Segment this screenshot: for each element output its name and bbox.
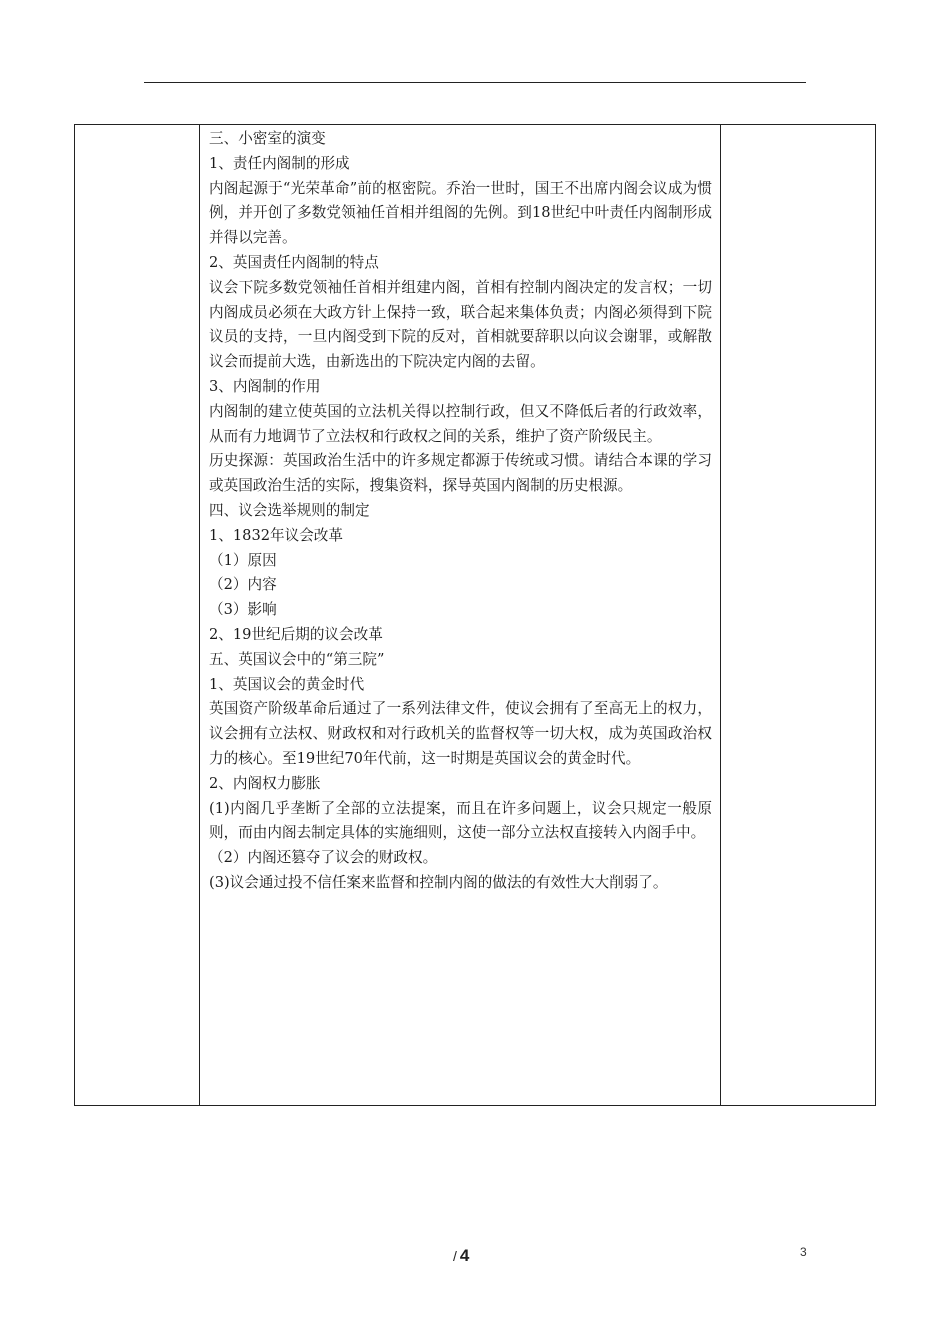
paragraph: 历史探源：英国政治生活中的许多规定都源于传统或习惯。请结合本课的学习或英国政治生活的实际，搜集资料，探导英国内阁制的历史根源。: [209, 452, 712, 495]
list-item: （3）影响: [209, 601, 277, 619]
subsection-heading: 3、内阁制的作用: [209, 377, 321, 395]
section-heading: 五、英国议会中的“第三院”: [209, 650, 385, 668]
section-heading: 三、小密室的演变: [209, 130, 326, 147]
content-cell: [200, 125, 721, 1106]
subsection-heading: 1、英国议会的黄金时代: [209, 675, 365, 693]
paragraph: (3)议会通过投不信任案来监督和控制内阁的做法的有效性大大削弱了。: [209, 873, 668, 891]
left-column-cell: [75, 125, 200, 1106]
paragraph: 英国资产阶级革命后通过了一系列法律文件，使议会拥有了至高无上的权力，议会拥有立法权、财政权和对行政机关的监督权等一切大权，成为英国政治权力的核心。至19世纪70年代前，这一时期是英国议会的黄金时代。: [209, 700, 712, 767]
subsection-heading: 2、19世纪后期的议会改革: [209, 625, 383, 643]
header-rule: [144, 82, 806, 83]
lesson-table: [74, 124, 876, 1106]
right-column-cell: [721, 125, 876, 1106]
paragraph: (1)内阁几乎垄断了全部的立法提案，而且在许多问题上，议会只规定一般原则，而由内阁去制定具体的实施细则，这使一部分立法权直接转入内阁手中。: [209, 799, 712, 842]
subsection-heading: 2、英国责任内阁制的特点: [209, 253, 379, 271]
table-row: [75, 125, 876, 1106]
paragraph: 议会下院多数党领袖任首相并组建内阁，首相有控制内阁决定的发言权；一切内阁成员必须在大政方针上保持一致，联合起来集体负责；内阁必须得到下院议员的支持，一旦内阁受到下院的反对，首相就要辞职以向议会谢罪，或解散议会而提前大选，由新选出的下院决定内阁的去留。: [209, 278, 712, 371]
section-heading: 四、议会选举规则的制定: [209, 501, 370, 519]
footer-page-number: 3: [800, 1245, 807, 1259]
list-item: （2）内容: [209, 576, 277, 594]
footer-slash: /: [453, 1248, 457, 1264]
subsection-heading: 2、内阁权力膨胀: [209, 774, 321, 792]
subsection-heading: 1、1832年议会改革: [209, 526, 343, 544]
footer-total: 4: [459, 1246, 470, 1265]
paragraph: （2）内阁还篡夺了议会的财政权。: [209, 849, 438, 867]
footer-page-total: [453, 1246, 469, 1266]
paragraph: 内阁制的建立使英国的立法机关得以控制行政，但又不降低后者的行政效率，从而有力地调节了立法权和行政权之间的关系，维护了资产阶级民主。: [209, 402, 712, 445]
paragraph: 内阁起源于“光荣革命”前的枢密院。乔治一世时，国王不出席内阁会议成为惯例，并开创了多数党领袖任首相并组阁的先例。到18世纪中叶责任内阁制形成并得以完善。: [209, 179, 712, 247]
subsection-heading: 1、责任内阁制的形成: [209, 154, 350, 172]
content-text: [200, 125, 720, 896]
list-item: （1）原因: [209, 551, 277, 569]
